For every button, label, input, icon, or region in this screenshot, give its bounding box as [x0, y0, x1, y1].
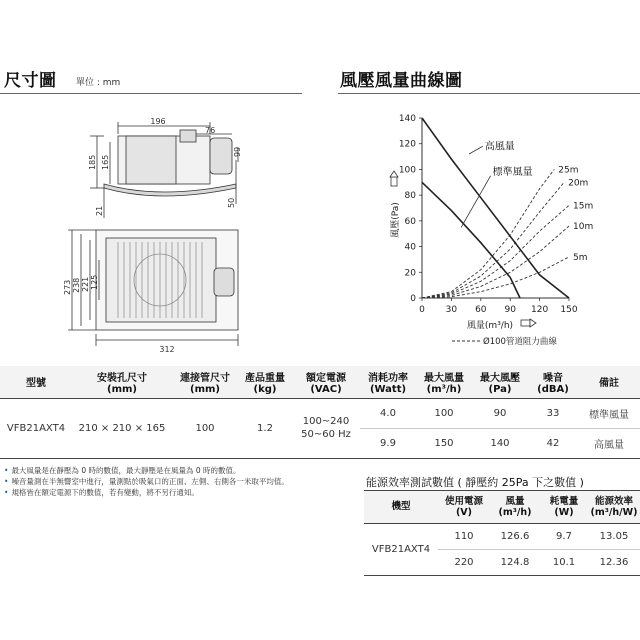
series-label: 高風量 [484, 141, 515, 153]
resistance-curve-line [422, 257, 569, 298]
table-row [364, 523, 640, 549]
unit-label: 單位 : mm [76, 78, 121, 88]
x-tick-label: 120 [531, 305, 549, 315]
dim-top-width: 196 [150, 117, 166, 126]
cell-weight: 1.2 [238, 398, 292, 458]
dashed-legend-label: Ø100管道阻力曲線 [483, 337, 557, 347]
eff-cell-flow: 126.6 [490, 523, 540, 549]
eff-cell-eff: 12.36 [588, 549, 640, 575]
side-view [90, 122, 238, 218]
y-tick-label: 20 [404, 268, 416, 279]
x-tick-label: 30 [445, 305, 458, 315]
resistance-curve-label: 20m [568, 178, 589, 189]
eff-th-model: 機型 [364, 491, 438, 523]
eff-cell-eff: 13.05 [588, 523, 640, 549]
resistance-curve-line [422, 182, 564, 298]
cell-pressure: 90 [472, 398, 528, 428]
dim-front-outer: 273 [63, 279, 72, 295]
left-header-rule [0, 93, 302, 94]
dim-flange: 21 [95, 205, 104, 216]
cell-model: VFB21AXT4 [0, 398, 72, 458]
eff-cell-flow: 124.8 [490, 549, 540, 575]
y-tick-label: 100 [398, 165, 416, 176]
y-tick-label: 140 [398, 114, 416, 124]
y-tick-label: 0 [410, 294, 416, 304]
th-weight: 產品重量 (kg) [238, 366, 292, 398]
bullet-icon: • [4, 477, 9, 486]
dim-duct-drop: 50 [227, 197, 236, 208]
dim-side-depth: 99 [233, 146, 242, 157]
chart-x-label: 風量(m³/h) [466, 321, 514, 331]
right-header-rule [338, 93, 640, 94]
eff-cell-model: VFB21AXT4 [364, 523, 438, 575]
resistance-curve-label: 15m [573, 201, 594, 212]
cell-pipe: 100 [172, 398, 238, 458]
cell-noise: 42 [528, 428, 578, 458]
eff-th-eff: 能源效率 (m³/h/W) [588, 491, 640, 523]
y-arrow-icon [390, 171, 398, 186]
cell-remark: 標準風量 [578, 398, 640, 428]
cell-airflow: 100 [416, 398, 472, 428]
footnote: • 噪音量測在半無響室中進行，量測點於吸氣口的正面、左側、右側各一米取平均值。 [4, 477, 289, 486]
pq-chart [340, 100, 640, 362]
cell-voltage: 100~240 50~60 Hz [292, 398, 360, 458]
resistance-curve-label: 5m [573, 252, 588, 263]
efficiency-table [364, 491, 640, 576]
th-airflow: 最大風量 (m³/h) [416, 366, 472, 398]
eff-cell-power: 9.7 [540, 523, 588, 549]
eff-cell-voltage: 220 [438, 549, 490, 575]
eff-th-voltage: 使用電源 (V) [438, 491, 490, 523]
dim-front-125: 125 [90, 274, 99, 290]
th-noise: 噪音 (dBA) [528, 366, 578, 398]
th-remark: 備註 [578, 366, 640, 398]
y-tick-label: 60 [404, 216, 416, 227]
chart-title: 風壓風量曲線圖 [340, 71, 463, 91]
x-tick-label: 60 [475, 305, 487, 315]
cell-power: 9.9 [360, 428, 416, 458]
dim-height-inner: 165 [101, 154, 110, 170]
resistance-curve-line [422, 226, 569, 298]
resistance-curve-line [422, 169, 554, 298]
x-tick-label: 90 [504, 305, 516, 315]
series-label: 標準風量 [492, 167, 533, 178]
bullet-icon: • [4, 488, 9, 497]
th-pipe: 連接管尺寸 (mm) [172, 366, 238, 398]
resistance-curve-label: 10m [573, 222, 594, 232]
resistance-curve-label: 25m [558, 165, 579, 176]
chart-y-label: 風壓(Pa) [391, 202, 401, 238]
dim-front-238: 238 [72, 277, 81, 293]
table-row [0, 398, 640, 428]
cell-remark: 高風量 [578, 428, 640, 458]
eff-cell-voltage: 110 [438, 523, 490, 549]
bullet-icon: • [4, 466, 9, 475]
x-arrow-icon [521, 319, 536, 327]
eff-th-power: 耗電量 (W) [540, 491, 588, 523]
y-tick-label: 120 [398, 139, 416, 150]
th-voltage: 額定電源 (VAC) [292, 366, 360, 398]
eff-th-flow: 風量 (m³/h) [490, 491, 540, 523]
spec-table [0, 366, 640, 459]
dim-height-outer: 185 [88, 154, 97, 170]
resistance-curve-line [422, 205, 569, 298]
series-pointer-line [469, 146, 483, 154]
th-power: 消耗功率 (Watt) [360, 366, 416, 398]
efficiency-title: 能源效率測試數值 ( 靜壓約 25Pa 下之數值 ) [366, 476, 584, 489]
dimension-drawing [0, 100, 320, 355]
footnotes [4, 465, 324, 498]
y-tick-label: 40 [404, 242, 416, 253]
cell-noise: 33 [528, 398, 578, 428]
footnote: • 最大風量是在靜壓為 0 時的數值，最大靜壓是在風量為 0 時的數值。 [4, 466, 241, 475]
cell-airflow: 150 [416, 428, 472, 458]
dimension-title: 尺寸圖 [4, 71, 57, 91]
dim-front-221: 221 [81, 276, 90, 292]
series-pointer-line [461, 176, 490, 227]
cell-hole: 210 × 210 × 165 [72, 398, 172, 458]
cell-power: 4.0 [360, 398, 416, 428]
cell-pressure: 140 [472, 428, 528, 458]
eff-cell-power: 10.1 [540, 549, 588, 575]
y-tick-label: 80 [404, 191, 416, 202]
dim-bottom-width: 312 [159, 345, 175, 354]
dim-side-width: 76 [205, 126, 216, 135]
x-tick-label: 150 [560, 305, 578, 315]
th-pressure: 最大風壓 (Pa) [472, 366, 528, 398]
th-model: 型號 [0, 366, 72, 398]
footnote: • 規格皆在額定電源下的數值，若有變動，將不另行通知。 [4, 488, 199, 497]
th-hole: 安裝孔尺寸 (mm) [72, 366, 172, 398]
x-tick-label: 0 [419, 305, 425, 315]
